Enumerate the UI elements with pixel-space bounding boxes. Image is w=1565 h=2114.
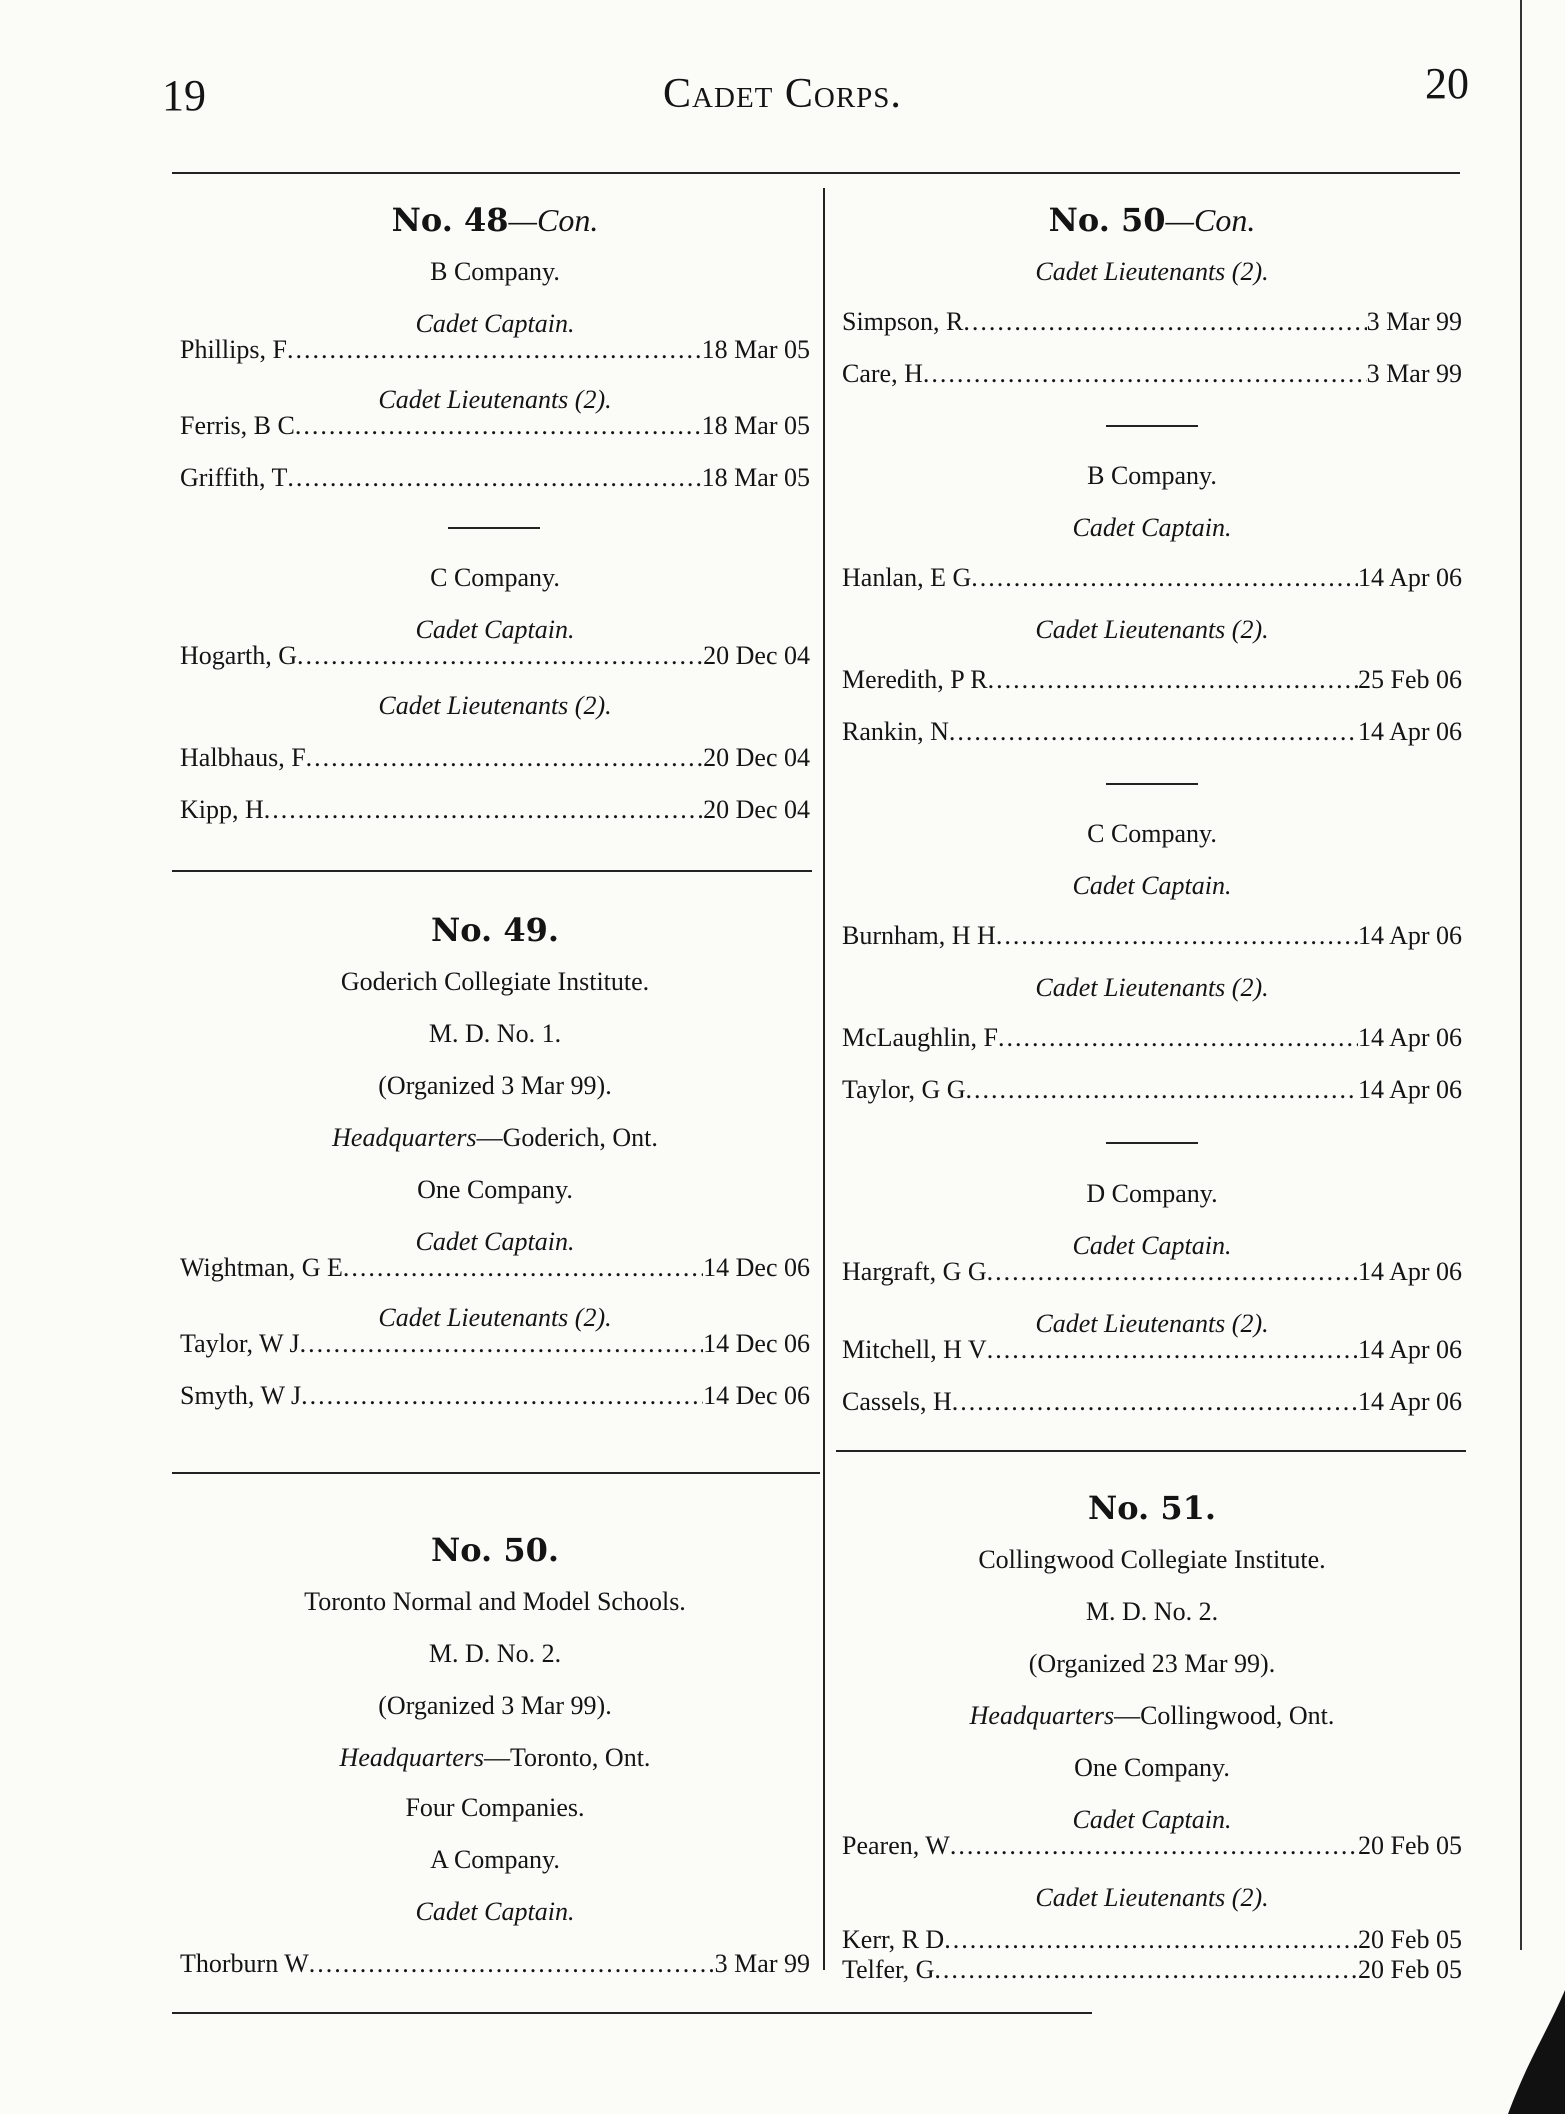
roster-entry: Mitchell, H V ..... 14 Apr 06 [842, 1330, 1462, 1370]
rank-label: Cadet Captain. [415, 615, 575, 644]
school-name: Collingwood Collegiate Institute. [978, 1545, 1326, 1574]
running-title: Cadet Corps. [663, 71, 902, 117]
military-district: M. D. No. 1. [428, 1019, 562, 1048]
rank-label: Cadet Captain. [1072, 871, 1232, 900]
section-heading-49: No. 49. [431, 911, 559, 949]
organized-date: (Organized 3 Mar 99). [378, 1071, 612, 1100]
roster-entry: Griffith, T ..... 18 Mar 05 [180, 458, 810, 498]
rank-label: Cadet Lieutenants (2). [1035, 1883, 1269, 1912]
school-name: Toronto Normal and Model Schools. [304, 1587, 686, 1616]
roster-entry: Kipp, H ..... 20 Dec 04 [180, 790, 810, 830]
page-edge-line [1520, 0, 1522, 1950]
footer-rule [172, 2012, 1092, 2014]
school-name: Goderich Collegiate Institute. [340, 967, 650, 996]
rank-label: Cadet Captain. [415, 1227, 575, 1256]
roster-entry: Halbhaus, F ..... 20 Dec 04 [180, 738, 810, 778]
headquarters: Headquarters—Collingwood, Ont. [969, 1701, 1335, 1730]
military-district: M. D. No. 2. [1085, 1597, 1219, 1626]
company-label: B Company. [430, 257, 560, 286]
roster-entry: Burnham, H H ..... 14 Apr 06 [842, 916, 1462, 956]
roster-entry: Taylor, W J ..... 14 Dec 06 [180, 1324, 810, 1364]
headquarters: Headquarters—Toronto, Ont. [339, 1743, 651, 1772]
page-number-right: 20 [1425, 59, 1469, 108]
section-heading-51: No. 51. [1088, 1489, 1216, 1527]
roster-entry: Ferris, B C ..... 18 Mar 05 [180, 406, 810, 446]
page-header [0, 59, 1565, 140]
roster-entry: Meredith, P R ..... 25 Feb 06 [842, 660, 1462, 700]
roster-entry: Hanlan, E G ..... 14 Apr 06 [842, 558, 1462, 598]
company-separator [1106, 425, 1198, 427]
rank-label: Cadet Captain. [415, 309, 575, 338]
roster-entry: Smyth, W J ..... 14 Dec 06 [180, 1376, 810, 1416]
roster-entry: Thorburn W ..... 3 Mar 99 [180, 1944, 810, 1984]
roster-entry: Hargraft, G G ..... 14 Apr 06 [842, 1252, 1462, 1292]
header-rule [172, 172, 1460, 174]
company-label: A Company. [430, 1845, 560, 1874]
company-count: One Company. [417, 1175, 573, 1204]
rank-label: Cadet Captain. [415, 1897, 575, 1926]
rank-label: Cadet Lieutenants (2). [378, 691, 612, 720]
company-label: C Company. [430, 563, 560, 592]
column-divider [823, 188, 825, 1970]
rank-label: Cadet Captain. [1072, 513, 1232, 542]
company-separator [448, 527, 540, 529]
company-label: C Company. [1087, 819, 1217, 848]
rank-label: Cadet Lieutenants (2). [378, 385, 612, 414]
company-label: D Company. [1086, 1179, 1218, 1208]
rank-label: Cadet Captain. [1072, 1231, 1232, 1260]
roster-entry: Simpson, R ..... 3 Mar 99 [842, 302, 1462, 342]
rank-label: Cadet Captain. [1072, 1805, 1232, 1834]
roster-entry: Phillips, F ..... 18 Mar 05 [180, 330, 810, 370]
left-column [180, 192, 810, 1992]
rank-label: Cadet Lieutenants (2). [1035, 973, 1269, 1002]
organized-date: (Organized 23 Mar 99). [1028, 1649, 1276, 1678]
headquarters: Headquarters—Goderich, Ont. [332, 1123, 658, 1152]
rank-label: Cadet Lieutenants (2). [1035, 1309, 1269, 1338]
page-number-left: 19 [162, 71, 206, 120]
roster-entry: Rankin, N ..... 14 Apr 06 [842, 712, 1462, 752]
roster-entry: Wightman, G E ..... 14 Dec 06 [180, 1248, 810, 1288]
company-label: B Company. [1087, 461, 1217, 490]
roster-entry: Taylor, G G ..... 14 Apr 06 [842, 1070, 1462, 1110]
roster-entry: Hogarth, G ..... 20 Dec 04 [180, 636, 810, 676]
roster-entry: McLaughlin, F ..... 14 Apr 06 [842, 1018, 1462, 1058]
roster-entry: Kerr, R D ..... 20 Feb 05 [842, 1920, 1462, 1960]
section-heading-48: No. 48—Con. [391, 201, 599, 239]
roster-entry: Pearen, W ..... 20 Feb 05 [842, 1826, 1462, 1866]
company-count: Four Companies. [405, 1793, 585, 1822]
roster-entry: Telfer, G ..... 20 Feb 05 [842, 1950, 1462, 1990]
rank-label: Cadet Lieutenants (2). [1035, 257, 1269, 286]
right-column [842, 192, 1462, 1992]
company-count: One Company. [1074, 1753, 1230, 1782]
organized-date: (Organized 3 Mar 99). [378, 1691, 612, 1720]
section-heading-50: No. 50. [431, 1531, 559, 1569]
rank-label: Cadet Lieutenants (2). [1035, 615, 1269, 644]
roster-entry: Cassels, H ..... 14 Apr 06 [842, 1382, 1462, 1422]
military-district: M. D. No. 2. [428, 1639, 562, 1668]
company-separator [1106, 783, 1198, 785]
rank-label: Cadet Lieutenants (2). [378, 1303, 612, 1332]
roster-entry: Care, H ..... 3 Mar 99 [842, 354, 1462, 394]
page-edge-shadow [1508, 1990, 1565, 2114]
section-heading-50-con: No. 50—Con. [1048, 201, 1256, 239]
company-separator [1106, 1142, 1198, 1144]
